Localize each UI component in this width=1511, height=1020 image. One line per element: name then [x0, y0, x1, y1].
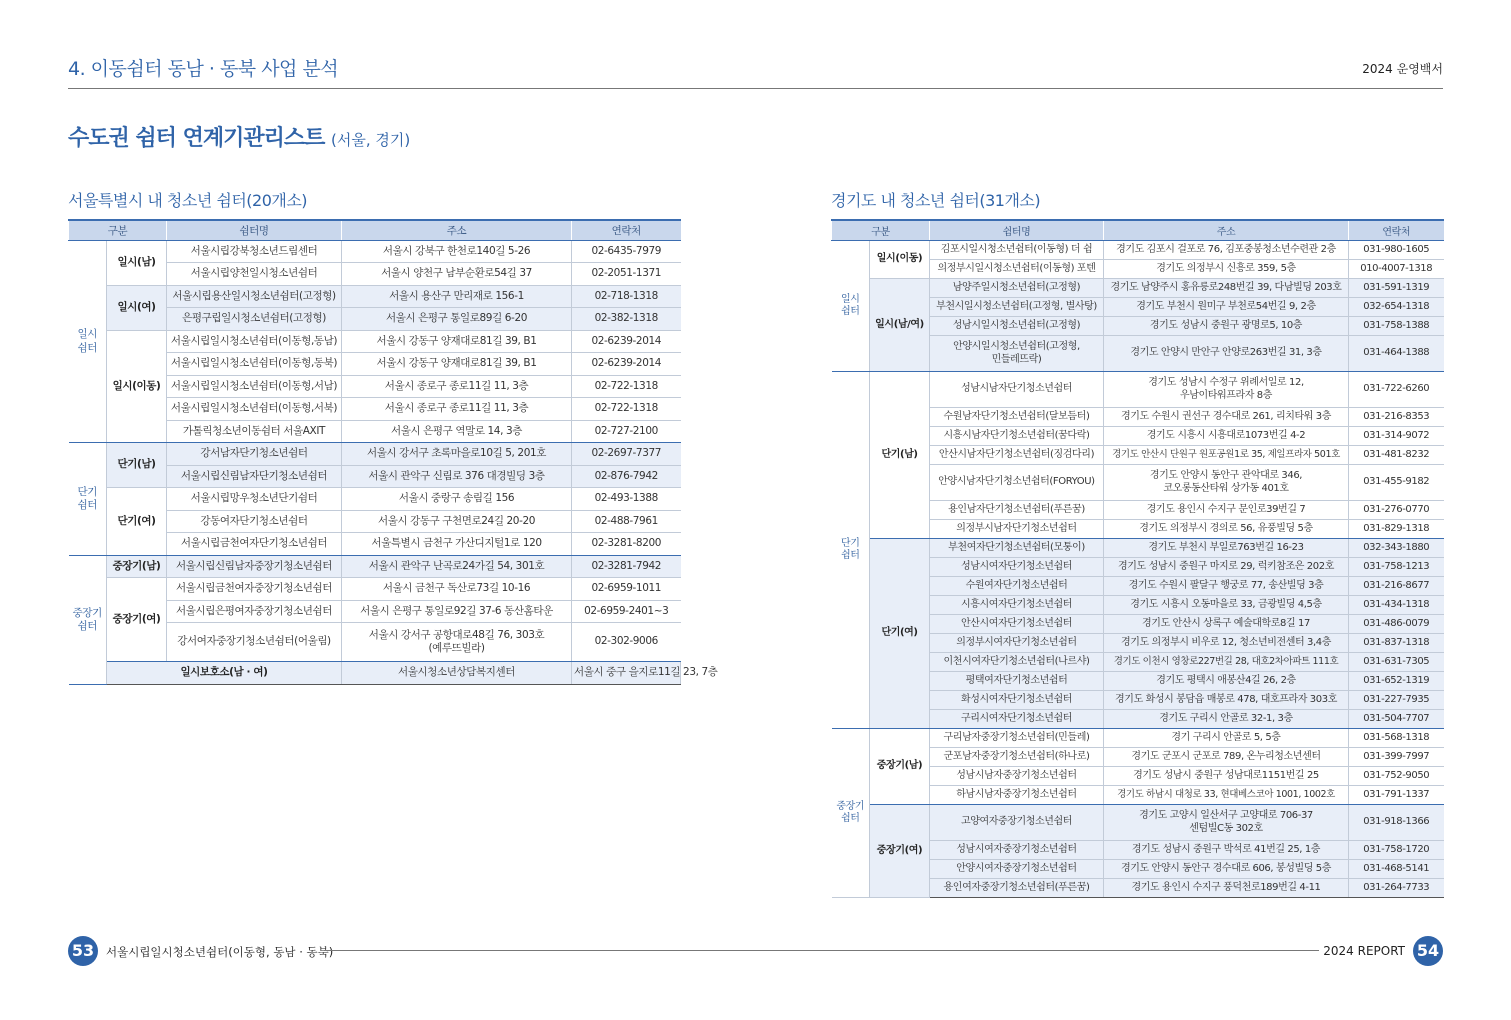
shelter-address: 서울시 중랑구 송림길 156 [342, 488, 572, 511]
shelter-name: 부천여자단기청소년쉼터(모퉁이) [930, 539, 1104, 558]
header-name: 쉼터명 [167, 220, 342, 241]
shelter-contact: 02-722-1318 [572, 376, 681, 398]
shelter-name: 서울시립망우청소년단기쉼터 [167, 488, 342, 511]
page-title [68, 121, 410, 152]
shelter-address: 경기도 수원시 권선구 경수대로 261, 리치타워 3층 [1104, 408, 1349, 427]
shelter-name: 성남시일시청소년쉼터(고정형) [930, 317, 1104, 336]
shelter-contact: 031-227-7935 [1349, 691, 1444, 710]
footer-left-text: 서울시립일시청소년쉼터(이동형, 동남 · 동북) [106, 945, 334, 959]
shelter-name: 은평구립일시청소년쉼터(고정형) [167, 308, 342, 331]
table-row [69, 241, 681, 263]
shelter-address: 서울시 강동구 양재대로81길 39, B1 [342, 353, 572, 376]
table-row [69, 556, 681, 578]
shelter-contact: 031-918-1366 [1349, 805, 1444, 841]
header-name: 쉼터명 [930, 220, 1104, 241]
table-row [832, 241, 1444, 260]
group-label: 중장기 쉼터 [832, 729, 870, 898]
shelter-name: 남양주일시청소년쉼터(고정형) [930, 279, 1104, 298]
subgroup-label: 단기(여) [870, 539, 930, 729]
shelter-contact: 031-276-0770 [1349, 501, 1444, 520]
shelter-name: 시흥시여자단기청소년쉼터 [930, 596, 1104, 615]
table-row [69, 331, 681, 353]
shelter-contact: 031-758-1213 [1349, 558, 1444, 577]
shelter-name: 안양시남자단기청소년쉼터(FORYOU) [930, 465, 1104, 501]
table-row [69, 488, 681, 511]
shelter-name: 의정부시일시청소년쉼터(이동형) 포텐 [930, 260, 1104, 279]
shelter-name: 안산시남자단기청소년쉼터(징검다리) [930, 446, 1104, 465]
shelter-address: 경기도 의정부시 신흥로 359, 5층 [1104, 260, 1349, 279]
shelter-address: 경기도 평택시 애봉산4길 26, 2층 [1104, 672, 1349, 691]
shelter-address: 서울시 중구 을지로11길 23, 7층 [572, 662, 681, 685]
shelter-contact: 031-504-7707 [1349, 710, 1444, 729]
shelter-address: 서울시 강서구 초록마을로10길 5, 201호 [342, 443, 572, 466]
subgroup-label: 일시(이동) [870, 241, 930, 279]
subgroup-label: 일시(여) [107, 286, 167, 331]
header-contact: 연락처 [572, 220, 681, 241]
shelter-contact: 02-2051-1371 [572, 263, 681, 286]
shelter-contact: 031-791-1337 [1349, 786, 1444, 805]
shelter-name: 서울시립양천일시청소년쉼터 [167, 263, 342, 286]
shelter-name: 시흥시남자단기청소년쉼터(꿈다락) [930, 427, 1104, 446]
shelter-contact: 02-3281-8200 [572, 533, 681, 556]
shelter-contact: 02-6959-2401~3 [572, 601, 681, 623]
shelter-name: 안양시여자중장기청소년쉼터 [930, 860, 1104, 879]
table-row [69, 662, 681, 685]
shelter-name: 안산시여자단기청소년쉼터 [930, 615, 1104, 634]
shelter-name: 강서남자단기청소년쉼터 [167, 443, 342, 466]
shelter-address: 경기도 이천시 영창로227번길 28, 대호2차아파트 111호 [1104, 653, 1349, 672]
shelter-address: 경기도 성남시 중원구 성남대로1151번길 25 [1104, 767, 1349, 786]
shelter-address: 서울시 강북구 한천로140길 5-26 [342, 241, 572, 263]
shelter-contact: 02-876-7942 [572, 466, 681, 488]
shelter-address: 경기도 안양시 동안구 경수대로 606, 봉성빌딩 5층 [1104, 860, 1349, 879]
shelter-address: 경기도 의정부시 비우로 12, 청소년비전센터 3,4층 [1104, 634, 1349, 653]
shelter-contact: 031-829-1318 [1349, 520, 1444, 539]
shelter-address: 경기도 안산시 단원구 원포공원1로 35, 제일프라자 501호 [1104, 446, 1349, 465]
shelter-contact: 031-216-8353 [1349, 408, 1444, 427]
shelter-contact: 02-488-7961 [572, 511, 681, 533]
shelter-contact: 031-591-1319 [1349, 279, 1444, 298]
shelter-address: 서울시 강동구 구천면로24길 20-20 [342, 511, 572, 533]
table-row [832, 279, 1444, 298]
shelter-contact: 02-493-1388 [572, 488, 681, 511]
shelter-address: 경기도 남양주시 홍유릉로248번길 39, 다남빌딩 203호 [1104, 279, 1349, 298]
table-row [832, 539, 1444, 558]
group-label: 일시 쉼터 [69, 241, 107, 443]
shelter-contact: 02-727-2100 [572, 421, 681, 443]
header-contact: 연락처 [1349, 220, 1444, 241]
shelter-contact: 031-455-9182 [1349, 465, 1444, 501]
shelter-name: 서울시립일시청소년쉼터(이동형,서북) [167, 398, 342, 421]
shelter-contact: 032-654-1318 [1349, 298, 1444, 317]
shelter-name: 구리남자중장기청소년쉼터(민들레) [930, 729, 1104, 748]
table-row [69, 578, 681, 601]
shelter-name: 안양시일시청소년쉼터(고정형, 민들레뜨락) [930, 336, 1104, 372]
shelter-address: 경기도 고양시 일산서구 고양대로 706-37 센텀빌C동 302호 [1104, 805, 1349, 841]
table-header-row [832, 220, 1444, 241]
shelter-name: 서울시립금천여자중장기청소년쉼터 [167, 578, 342, 601]
report-name: 2024 운영백서 [1362, 62, 1443, 76]
section-title: 4. 이동쉼터 동남 · 동북 사업 분석 [68, 58, 339, 80]
shelter-address: 경기도 성남시 중원구 광명로5, 10층 [1104, 317, 1349, 336]
header-address: 주소 [1104, 220, 1349, 241]
shelter-name: 화성시여자단기청소년쉼터 [930, 691, 1104, 710]
seoul-shelter-table [68, 219, 718, 685]
shelter-address: 경기도 하남시 대청로 33, 현대베스코아 1001, 1002호 [1104, 786, 1349, 805]
shelter-address: 경기도 안산시 상록구 예술대학로8길 17 [1104, 615, 1349, 634]
shelter-contact: 031-216-8677 [1349, 577, 1444, 596]
shelter-name: 서울시립일시청소년쉼터(이동형,동남) [167, 331, 342, 353]
shelter-address: 서울시 은평구 통일로89길 6-20 [342, 308, 572, 331]
table-header-row [69, 220, 681, 241]
shelter-contact: 031-758-1720 [1349, 841, 1444, 860]
group-label: 일시 쉼터 [832, 241, 870, 372]
shelter-address: 경기 구리시 안골로 5, 5층 [1104, 729, 1349, 748]
shelter-contact: 031-464-1388 [1349, 336, 1444, 372]
header-category: 구분 [69, 220, 167, 241]
footer-divider [324, 950, 1319, 951]
subgroup-label: 일시보호소(남 · 여) [107, 662, 342, 685]
subgroup-label: 단기(남) [870, 372, 930, 539]
shelter-address: 서울시 금천구 독산로73길 10-16 [342, 578, 572, 601]
shelter-contact: 02-6239-2014 [572, 331, 681, 353]
shelter-address: 경기도 성남시 중원구 박석로 41번길 25, 1층 [1104, 841, 1349, 860]
shelter-contact: 02-2697-7377 [572, 443, 681, 466]
shelter-name: 고양여자중장기청소년쉼터 [930, 805, 1104, 841]
shelter-name: 서울시립강북청소년드림센터 [167, 241, 342, 263]
shelter-contact: 031-752-9050 [1349, 767, 1444, 786]
shelter-name: 김포시일시청소년쉼터(이동형) 더 쉼 [930, 241, 1104, 260]
shelter-address: 서울시 관악구 신림로 376 대경빌딩 3층 [342, 466, 572, 488]
shelter-address: 서울시 양천구 남부순환로54길 37 [342, 263, 572, 286]
table-row [832, 805, 1444, 841]
shelter-address: 서울시 종로구 종로11길 11, 3층 [342, 376, 572, 398]
shelter-address: 경기도 군포시 군포로 789, 온누리청소년센터 [1104, 748, 1349, 767]
shelter-address: 경기도 부천시 부일로763번길 16-23 [1104, 539, 1349, 558]
page-number-right: 54 [1413, 936, 1443, 966]
shelter-contact: 02-6239-2014 [572, 353, 681, 376]
shelter-address: 경기도 용인시 수지구 풍덕천로189번길 4-11 [1104, 879, 1349, 898]
subgroup-label: 중장기(여) [107, 578, 167, 662]
shelter-contact: 02-3281-7942 [572, 556, 681, 578]
shelter-address: 경기도 성남시 중원구 마지로 29, 럭키참조은 202호 [1104, 558, 1349, 577]
shelter-contact: 031-399-7997 [1349, 748, 1444, 767]
group-label: 단기 쉼터 [832, 372, 870, 729]
shelter-address: 서울시 종로구 종로11길 11, 3층 [342, 398, 572, 421]
shelter-name: 하남시남자중장기청소년쉼터 [930, 786, 1104, 805]
shelter-name: 용인남자단기청소년쉼터(푸른꿈) [930, 501, 1104, 520]
shelter-name: 서울시립일시청소년쉼터(이동형,동북) [167, 353, 342, 376]
shelter-contact: 031-314-9072 [1349, 427, 1444, 446]
header-category: 구분 [832, 220, 930, 241]
footer-right-text: 2024 REPORT [1323, 944, 1405, 958]
shelter-name: 성남시여자중장기청소년쉼터 [930, 841, 1104, 860]
shelter-name: 수원남자단기청소년쉼터(달보듬터) [930, 408, 1104, 427]
group-label: 중장기 쉼터 [69, 556, 107, 685]
table-row [69, 286, 681, 308]
subgroup-label: 일시(남) [107, 241, 167, 286]
shelter-address: 경기도 시흥시 시흥대로1073번길 4-2 [1104, 427, 1349, 446]
shelter-contact: 02-718-1318 [572, 286, 681, 308]
shelter-address: 경기도 안양시 만안구 안양로263번길 31, 3층 [1104, 336, 1349, 372]
shelter-name: 용인여자중장기청소년쉼터(푸른꿈) [930, 879, 1104, 898]
shelter-address: 경기도 구리시 안골로 32-1, 3층 [1104, 710, 1349, 729]
shelter-contact: 02-6959-1011 [572, 578, 681, 601]
page-number-left: 53 [68, 936, 98, 966]
subgroup-label: 일시(남/여) [870, 279, 930, 372]
shelter-name: 의정부시여자단기청소년쉼터 [930, 634, 1104, 653]
shelter-address: 경기도 화성시 봉담읍 매봉로 478, 대호프라자 303호 [1104, 691, 1349, 710]
shelter-contact: 031-722-6260 [1349, 372, 1444, 408]
gyeonggi-shelter-table [831, 219, 1444, 898]
shelter-contact: 032-343-1880 [1349, 539, 1444, 558]
table-row [69, 443, 681, 466]
shelter-name: 부천시일시청소년쉼터(고정형, 별사탕) [930, 298, 1104, 317]
shelter-name: 강동여자단기청소년쉼터 [167, 511, 342, 533]
shelter-address: 경기도 용인시 수지구 문인로39번길 7 [1104, 501, 1349, 520]
page-title-sub: (서울, 경기) [331, 131, 411, 149]
shelter-name: 서울시립신림남자중장기청소년쉼터 [167, 556, 342, 578]
shelter-name: 구리시여자단기청소년쉼터 [930, 710, 1104, 729]
shelter-contact: 031-631-7305 [1349, 653, 1444, 672]
header-address: 주소 [342, 220, 572, 241]
shelter-contact: 031-486-0079 [1349, 615, 1444, 634]
shelter-name: 서울시립용산일시청소년쉼터(고정형) [167, 286, 342, 308]
shelter-name: 서울시립은평여자중장기청소년쉼터 [167, 601, 342, 623]
subgroup-label: 일시(이동) [107, 331, 167, 443]
shelter-address: 서울특별시 금천구 가산디지털1로 120 [342, 533, 572, 556]
shelter-contact: 031-837-1318 [1349, 634, 1444, 653]
shelter-address: 경기도 부천시 원미구 부천로54번길 9, 2층 [1104, 298, 1349, 317]
shelter-contact: 031-468-5141 [1349, 860, 1444, 879]
shelter-contact: 02-382-1318 [572, 308, 681, 331]
shelter-contact: 031-568-1318 [1349, 729, 1444, 748]
shelter-contact: 031-264-7733 [1349, 879, 1444, 898]
subgroup-label: 중장기(남) [107, 556, 167, 578]
shelter-name: 성남시남자단기청소년쉼터 [930, 372, 1104, 408]
shelter-address: 서울시 용산구 만리재로 156-1 [342, 286, 572, 308]
seoul-section-title: 서울특별시 내 청소년 쉼터(20개소) [68, 191, 308, 210]
gyeonggi-section-title: 경기도 내 청소년 쉼터(31개소) [831, 191, 1041, 210]
subgroup-label: 중장기(여) [870, 805, 930, 898]
shelter-address: 서울시 강서구 공항대로48길 76, 303호 (예루뜨빌라) [342, 623, 572, 662]
shelter-name: 서울시청소년상담복지센터 [342, 662, 572, 685]
shelter-contact: 031-481-8232 [1349, 446, 1444, 465]
page-title-main: 수도권 쉼터 연계기관리스트 [68, 126, 325, 151]
shelter-contact: 031-980-1605 [1349, 241, 1444, 260]
shelter-address: 서울시 은평구 통일로92길 37-6 동산홈타운 [342, 601, 572, 623]
shelter-contact: 031-652-1319 [1349, 672, 1444, 691]
shelter-address: 경기도 김포시 걸포로 76, 김포중봉청소년수련관 2층 [1104, 241, 1349, 260]
shelter-contact: 010-4007-1318 [1349, 260, 1444, 279]
subgroup-label: 중장기(남) [870, 729, 930, 805]
shelter-address: 경기도 수원시 팔달구 행궁로 77, 송산빌딩 3층 [1104, 577, 1349, 596]
shelter-contact: 02-722-1318 [572, 398, 681, 421]
shelter-name: 강서여자중장기청소년쉼터(어울림) [167, 623, 342, 662]
shelter-contact: 02-6435-7979 [572, 241, 681, 263]
shelter-address: 경기도 의정부시 경의로 56, 유풍빌딩 5층 [1104, 520, 1349, 539]
shelter-address: 경기도 안양시 동안구 관악대로 346, 코오롱동산타워 상가동 401호 [1104, 465, 1349, 501]
shelter-name: 의정부시남자단기청소년쉼터 [930, 520, 1104, 539]
shelter-address: 경기도 시흥시 오동마을로 33, 금광빌딩 4,5층 [1104, 596, 1349, 615]
shelter-name: 군포남자중장기청소년쉼터(하나로) [930, 748, 1104, 767]
shelter-address: 서울시 은평구 역말로 14, 3층 [342, 421, 572, 443]
shelter-name: 성남시여자단기청소년쉼터 [930, 558, 1104, 577]
shelter-address: 서울시 관악구 난곡로24가길 54, 301호 [342, 556, 572, 578]
shelter-address: 서울시 강동구 양재대로81길 39, B1 [342, 331, 572, 353]
group-label: 단기 쉼터 [69, 443, 107, 556]
header-divider [68, 88, 1443, 89]
subgroup-label: 단기(남) [107, 443, 167, 488]
shelter-contact: 031-758-1388 [1349, 317, 1444, 336]
shelter-name: 평택여자단기청소년쉼터 [930, 672, 1104, 691]
shelter-name: 가톨릭청소년이동쉼터 서울AXIT [167, 421, 342, 443]
shelter-name: 서울시립일시청소년쉼터(이동형,서남) [167, 376, 342, 398]
shelter-name: 수원여자단기청소년쉼터 [930, 577, 1104, 596]
shelter-address: 경기도 성남시 수정구 위례서일로 12, 우남이타워프라자 8층 [1104, 372, 1349, 408]
subgroup-label: 단기(여) [107, 488, 167, 556]
shelter-name: 이천시여자단기청소년쉼터(나르샤) [930, 653, 1104, 672]
shelter-name: 성남시남자중장기청소년쉼터 [930, 767, 1104, 786]
table-row [832, 372, 1444, 408]
shelter-name: 서울시립신림남자단기청소년쉼터 [167, 466, 342, 488]
table-row [832, 729, 1444, 748]
shelter-contact: 031-434-1318 [1349, 596, 1444, 615]
shelter-name: 서울시립금천여자단기청소년쉼터 [167, 533, 342, 556]
shelter-contact: 02-302-9006 [572, 623, 681, 662]
